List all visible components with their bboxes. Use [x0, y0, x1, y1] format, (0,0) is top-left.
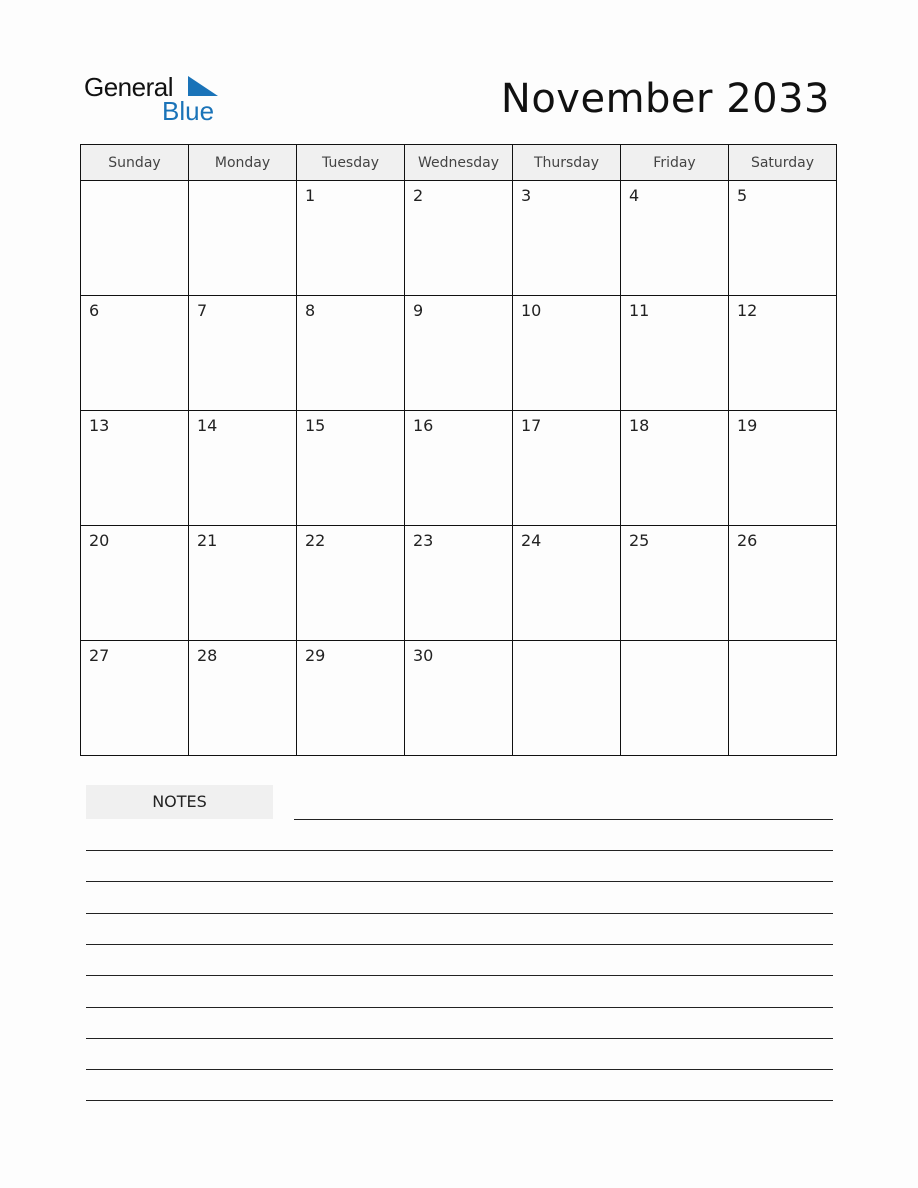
day-number: 24 [521, 531, 542, 550]
day-cell [405, 296, 513, 411]
day-cell [81, 181, 189, 296]
day-cell [513, 411, 621, 526]
day-cell [81, 526, 189, 641]
day-cell [729, 526, 837, 641]
day-cell [729, 181, 837, 296]
weekday-tuesday: Tuesday [297, 145, 405, 181]
day-cell [405, 181, 513, 296]
day-cell [729, 296, 837, 411]
week-row [81, 181, 837, 296]
day-cell [405, 526, 513, 641]
notes-label: NOTES [86, 785, 273, 819]
day-cell [621, 526, 729, 641]
day-number: 27 [89, 646, 110, 665]
day-number [189, 181, 296, 186]
day-cell [405, 411, 513, 526]
logo [84, 70, 224, 126]
day-number: 20 [89, 531, 110, 550]
day-cell [621, 296, 729, 411]
day-cell [297, 181, 405, 296]
week-row [81, 641, 837, 756]
day-number: 28 [197, 646, 218, 665]
weekday-saturday: Saturday [729, 145, 837, 181]
week-row [81, 526, 837, 641]
day-number: 29 [305, 646, 326, 665]
page-title: November 2033 [500, 76, 830, 122]
notes-line [86, 944, 833, 945]
notes-line [294, 819, 833, 820]
day-number [81, 181, 188, 186]
day-cell [405, 641, 513, 756]
weekday-wednesday: Wednesday [405, 145, 513, 181]
day-number: 12 [737, 301, 758, 320]
day-cell [513, 641, 621, 756]
day-cell [81, 641, 189, 756]
day-number: 18 [629, 416, 650, 435]
day-number: 21 [197, 531, 218, 550]
weekday-thursday: Thursday [513, 145, 621, 181]
day-number: 15 [305, 416, 326, 435]
day-number: 4 [629, 186, 640, 205]
week-row [81, 411, 837, 526]
day-number: 26 [737, 531, 758, 550]
day-cell [513, 181, 621, 296]
weekday-header-row [81, 145, 837, 181]
day-number: 5 [737, 186, 748, 205]
day-number [513, 641, 620, 646]
day-cell [729, 411, 837, 526]
day-number: 6 [89, 301, 100, 320]
day-number: 2 [413, 186, 424, 205]
day-number [729, 641, 836, 646]
notes-line [86, 1007, 833, 1008]
day-cell [513, 296, 621, 411]
day-cell [81, 296, 189, 411]
notes-line [86, 1038, 833, 1039]
logo-triangle-icon [188, 76, 218, 96]
day-number: 13 [89, 416, 110, 435]
notes-line [86, 975, 833, 976]
day-cell [297, 296, 405, 411]
notes-line [86, 881, 833, 882]
logo-text-blue: Blue [162, 96, 215, 126]
calendar-grid [80, 144, 837, 756]
day-number: 11 [629, 301, 650, 320]
notes-line [86, 1100, 833, 1101]
week-row [81, 296, 837, 411]
day-number: 3 [521, 186, 532, 205]
weekday-monday: Monday [189, 145, 297, 181]
day-number: 10 [521, 301, 542, 320]
day-cell [297, 641, 405, 756]
day-number: 7 [197, 301, 208, 320]
day-cell [189, 411, 297, 526]
day-cell [189, 181, 297, 296]
day-number [621, 641, 728, 646]
day-cell [621, 641, 729, 756]
day-number: 1 [305, 186, 316, 205]
weekday-friday: Friday [621, 145, 729, 181]
notes-line [86, 850, 833, 851]
logo-text-general: General [84, 72, 173, 102]
day-cell [297, 411, 405, 526]
day-cell [81, 411, 189, 526]
day-number: 16 [413, 416, 434, 435]
day-cell [189, 641, 297, 756]
notes-line [86, 913, 833, 914]
day-cell [621, 181, 729, 296]
day-number: 14 [197, 416, 218, 435]
day-number: 9 [413, 301, 424, 320]
day-number: 17 [521, 416, 542, 435]
day-cell [513, 526, 621, 641]
day-number: 30 [413, 646, 434, 665]
weekday-sunday: Sunday [81, 145, 189, 181]
day-cell [729, 641, 837, 756]
day-cell [189, 296, 297, 411]
day-number: 19 [737, 416, 758, 435]
day-number: 22 [305, 531, 326, 550]
day-number: 25 [629, 531, 650, 550]
notes-line [86, 1069, 833, 1070]
day-cell [621, 411, 729, 526]
day-cell [189, 526, 297, 641]
day-cell [297, 526, 405, 641]
day-number: 23 [413, 531, 434, 550]
day-number: 8 [305, 301, 316, 320]
